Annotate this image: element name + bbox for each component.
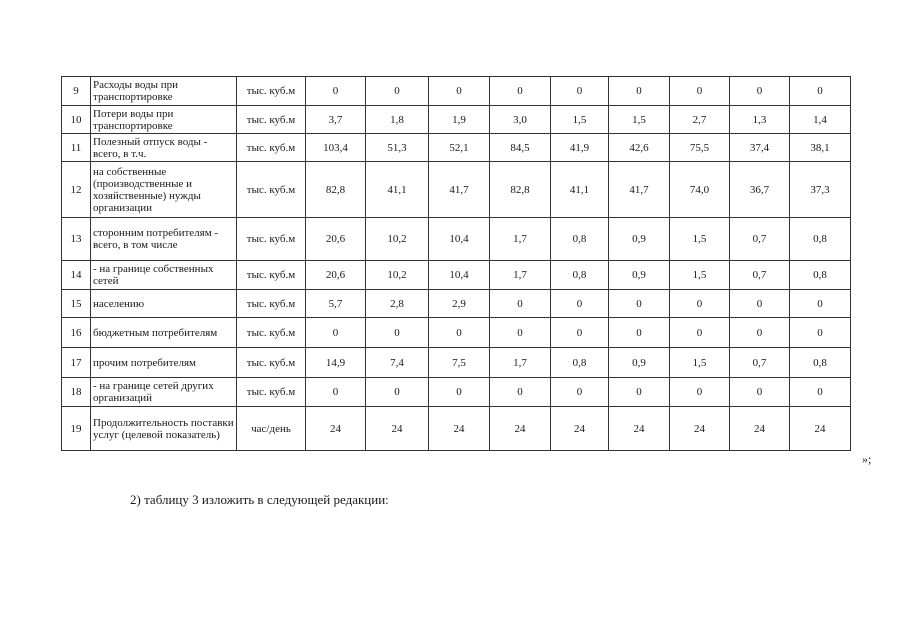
unit-of-measure: тыс. куб.м bbox=[237, 77, 306, 106]
value-cell: 20,6 bbox=[306, 218, 366, 261]
table-row bbox=[62, 106, 851, 134]
value-cell: 0 bbox=[609, 318, 670, 348]
value-cell: 82,8 bbox=[306, 162, 366, 218]
value-cell: 0 bbox=[306, 378, 366, 407]
table-row bbox=[62, 77, 851, 106]
value-cell: 0,8 bbox=[551, 261, 609, 290]
value-cell: 14,9 bbox=[306, 348, 366, 378]
row-number: 10 bbox=[62, 106, 91, 134]
unit-of-measure: тыс. куб.м bbox=[237, 218, 306, 261]
indicator-name: населению bbox=[91, 290, 237, 318]
value-cell: 7,4 bbox=[366, 348, 429, 378]
table-row bbox=[62, 348, 851, 378]
value-cell: 41,1 bbox=[366, 162, 429, 218]
value-cell: 0,9 bbox=[609, 261, 670, 290]
value-cell: 10,4 bbox=[429, 218, 490, 261]
value-cell: 1,5 bbox=[670, 218, 730, 261]
value-cell: 0 bbox=[306, 77, 366, 106]
value-cell: 24 bbox=[730, 407, 790, 451]
water-balance-table bbox=[61, 76, 851, 451]
value-cell: 24 bbox=[609, 407, 670, 451]
value-cell: 1,9 bbox=[429, 106, 490, 134]
indicator-name: - на границе собственных сетей bbox=[91, 261, 237, 290]
value-cell: 1,4 bbox=[790, 106, 851, 134]
value-cell: 1,5 bbox=[670, 261, 730, 290]
value-cell: 1,5 bbox=[551, 106, 609, 134]
table-row bbox=[62, 378, 851, 407]
value-cell: 0 bbox=[790, 77, 851, 106]
closing-quote-mark: »; bbox=[862, 452, 872, 466]
amendment-paragraph: 2) таблицу 3 изложить в следующей редакции: bbox=[130, 492, 389, 507]
value-cell: 0 bbox=[429, 378, 490, 407]
value-cell: 20,6 bbox=[306, 261, 366, 290]
row-number: 15 bbox=[62, 290, 91, 318]
value-cell: 5,7 bbox=[306, 290, 366, 318]
indicator-name: бюджетным потребителям bbox=[91, 318, 237, 348]
indicator-name: Потери воды при транспортировке bbox=[91, 106, 237, 134]
value-cell: 10,2 bbox=[366, 261, 429, 290]
table-row bbox=[62, 290, 851, 318]
value-cell: 36,7 bbox=[730, 162, 790, 218]
value-cell: 24 bbox=[306, 407, 366, 451]
value-cell: 0 bbox=[551, 318, 609, 348]
unit-of-measure: тыс. куб.м bbox=[237, 134, 306, 162]
value-cell: 10,4 bbox=[429, 261, 490, 290]
value-cell: 42,6 bbox=[609, 134, 670, 162]
indicator-name: прочим потребителям bbox=[91, 348, 237, 378]
value-cell: 1,7 bbox=[490, 348, 551, 378]
value-cell: 1,7 bbox=[490, 218, 551, 261]
value-cell: 0 bbox=[609, 378, 670, 407]
value-cell: 0 bbox=[490, 77, 551, 106]
value-cell: 41,9 bbox=[551, 134, 609, 162]
unit-of-measure: тыс. куб.м bbox=[237, 106, 306, 134]
value-cell: 37,4 bbox=[730, 134, 790, 162]
unit-of-measure: тыс. куб.м bbox=[237, 261, 306, 290]
table-row bbox=[62, 134, 851, 162]
indicator-name: сторонним потребителям - всего, в том числе bbox=[91, 218, 237, 261]
row-number: 19 bbox=[62, 407, 91, 451]
indicator-name: на собственные (производственные и хозяйственные) нужды организации bbox=[91, 162, 237, 218]
unit-of-measure: тыс. куб.м bbox=[237, 318, 306, 348]
value-cell: 2,7 bbox=[670, 106, 730, 134]
value-cell: 7,5 bbox=[429, 348, 490, 378]
value-cell: 0,7 bbox=[730, 261, 790, 290]
row-number: 9 bbox=[62, 77, 91, 106]
unit-of-measure: тыс. куб.м bbox=[237, 290, 306, 318]
value-cell: 0 bbox=[670, 77, 730, 106]
value-cell: 10,2 bbox=[366, 218, 429, 261]
table-row bbox=[62, 318, 851, 348]
value-cell: 0 bbox=[730, 290, 790, 318]
value-cell: 0 bbox=[730, 77, 790, 106]
value-cell: 103,4 bbox=[306, 134, 366, 162]
row-number: 16 bbox=[62, 318, 91, 348]
value-cell: 74,0 bbox=[670, 162, 730, 218]
value-cell: 0 bbox=[551, 290, 609, 318]
value-cell: 41,7 bbox=[429, 162, 490, 218]
value-cell: 24 bbox=[490, 407, 551, 451]
value-cell: 3,0 bbox=[490, 106, 551, 134]
value-cell: 0,7 bbox=[730, 218, 790, 261]
table-row bbox=[62, 261, 851, 290]
value-cell: 0,9 bbox=[609, 218, 670, 261]
indicator-name: Расходы воды при транспортировке bbox=[91, 77, 237, 106]
row-number: 13 bbox=[62, 218, 91, 261]
value-cell: 0,7 bbox=[730, 348, 790, 378]
value-cell: 2,9 bbox=[429, 290, 490, 318]
table-row bbox=[62, 162, 851, 218]
value-cell: 24 bbox=[366, 407, 429, 451]
value-cell: 2,8 bbox=[366, 290, 429, 318]
value-cell: 84,5 bbox=[490, 134, 551, 162]
value-cell: 24 bbox=[790, 407, 851, 451]
value-cell: 0 bbox=[730, 318, 790, 348]
value-cell: 37,3 bbox=[790, 162, 851, 218]
value-cell: 1,5 bbox=[670, 348, 730, 378]
indicator-name: Полезный отпуск воды - всего, в т.ч. bbox=[91, 134, 237, 162]
value-cell: 0 bbox=[609, 290, 670, 318]
value-cell: 52,1 bbox=[429, 134, 490, 162]
row-number: 12 bbox=[62, 162, 91, 218]
value-cell: 0 bbox=[429, 318, 490, 348]
value-cell: 0 bbox=[790, 378, 851, 407]
unit-of-measure: тыс. куб.м bbox=[237, 162, 306, 218]
value-cell: 51,3 bbox=[366, 134, 429, 162]
value-cell: 1,5 bbox=[609, 106, 670, 134]
value-cell: 75,5 bbox=[670, 134, 730, 162]
value-cell: 41,1 bbox=[551, 162, 609, 218]
value-cell: 0 bbox=[306, 318, 366, 348]
value-cell: 0 bbox=[490, 318, 551, 348]
unit-of-measure: тыс. куб.м bbox=[237, 378, 306, 407]
value-cell: 24 bbox=[429, 407, 490, 451]
row-number: 18 bbox=[62, 378, 91, 407]
value-cell: 0 bbox=[490, 290, 551, 318]
value-cell: 0,8 bbox=[790, 348, 851, 378]
value-cell: 0,8 bbox=[790, 261, 851, 290]
table-row bbox=[62, 218, 851, 261]
value-cell: 0 bbox=[429, 77, 490, 106]
value-cell: 0 bbox=[670, 378, 730, 407]
value-cell: 41,7 bbox=[609, 162, 670, 218]
value-cell: 1,7 bbox=[490, 261, 551, 290]
value-cell: 82,8 bbox=[490, 162, 551, 218]
row-number: 14 bbox=[62, 261, 91, 290]
value-cell: 0,8 bbox=[790, 218, 851, 261]
value-cell: 0,9 bbox=[609, 348, 670, 378]
value-cell: 0 bbox=[366, 378, 429, 407]
value-cell: 0,8 bbox=[551, 218, 609, 261]
indicator-name: - на границе сетей других организаций bbox=[91, 378, 237, 407]
value-cell: 0 bbox=[551, 77, 609, 106]
value-cell: 0 bbox=[670, 318, 730, 348]
value-cell: 0 bbox=[730, 378, 790, 407]
value-cell: 0 bbox=[790, 318, 851, 348]
value-cell: 0 bbox=[670, 290, 730, 318]
value-cell: 1,8 bbox=[366, 106, 429, 134]
unit-of-measure: час/день bbox=[237, 407, 306, 451]
value-cell: 24 bbox=[670, 407, 730, 451]
value-cell: 0 bbox=[366, 318, 429, 348]
value-cell: 0 bbox=[790, 290, 851, 318]
value-cell: 24 bbox=[551, 407, 609, 451]
value-cell: 3,7 bbox=[306, 106, 366, 134]
indicator-name: Продолжительность поставки услуг (целевой показатель) bbox=[91, 407, 237, 451]
value-cell: 0 bbox=[366, 77, 429, 106]
value-cell: 0 bbox=[609, 77, 670, 106]
value-cell: 0 bbox=[551, 378, 609, 407]
value-cell: 0 bbox=[490, 378, 551, 407]
value-cell: 38,1 bbox=[790, 134, 851, 162]
value-cell: 1,3 bbox=[730, 106, 790, 134]
table-row bbox=[62, 407, 851, 451]
row-number: 11 bbox=[62, 134, 91, 162]
value-cell: 0,8 bbox=[551, 348, 609, 378]
row-number: 17 bbox=[62, 348, 91, 378]
unit-of-measure: тыс. куб.м bbox=[237, 348, 306, 378]
